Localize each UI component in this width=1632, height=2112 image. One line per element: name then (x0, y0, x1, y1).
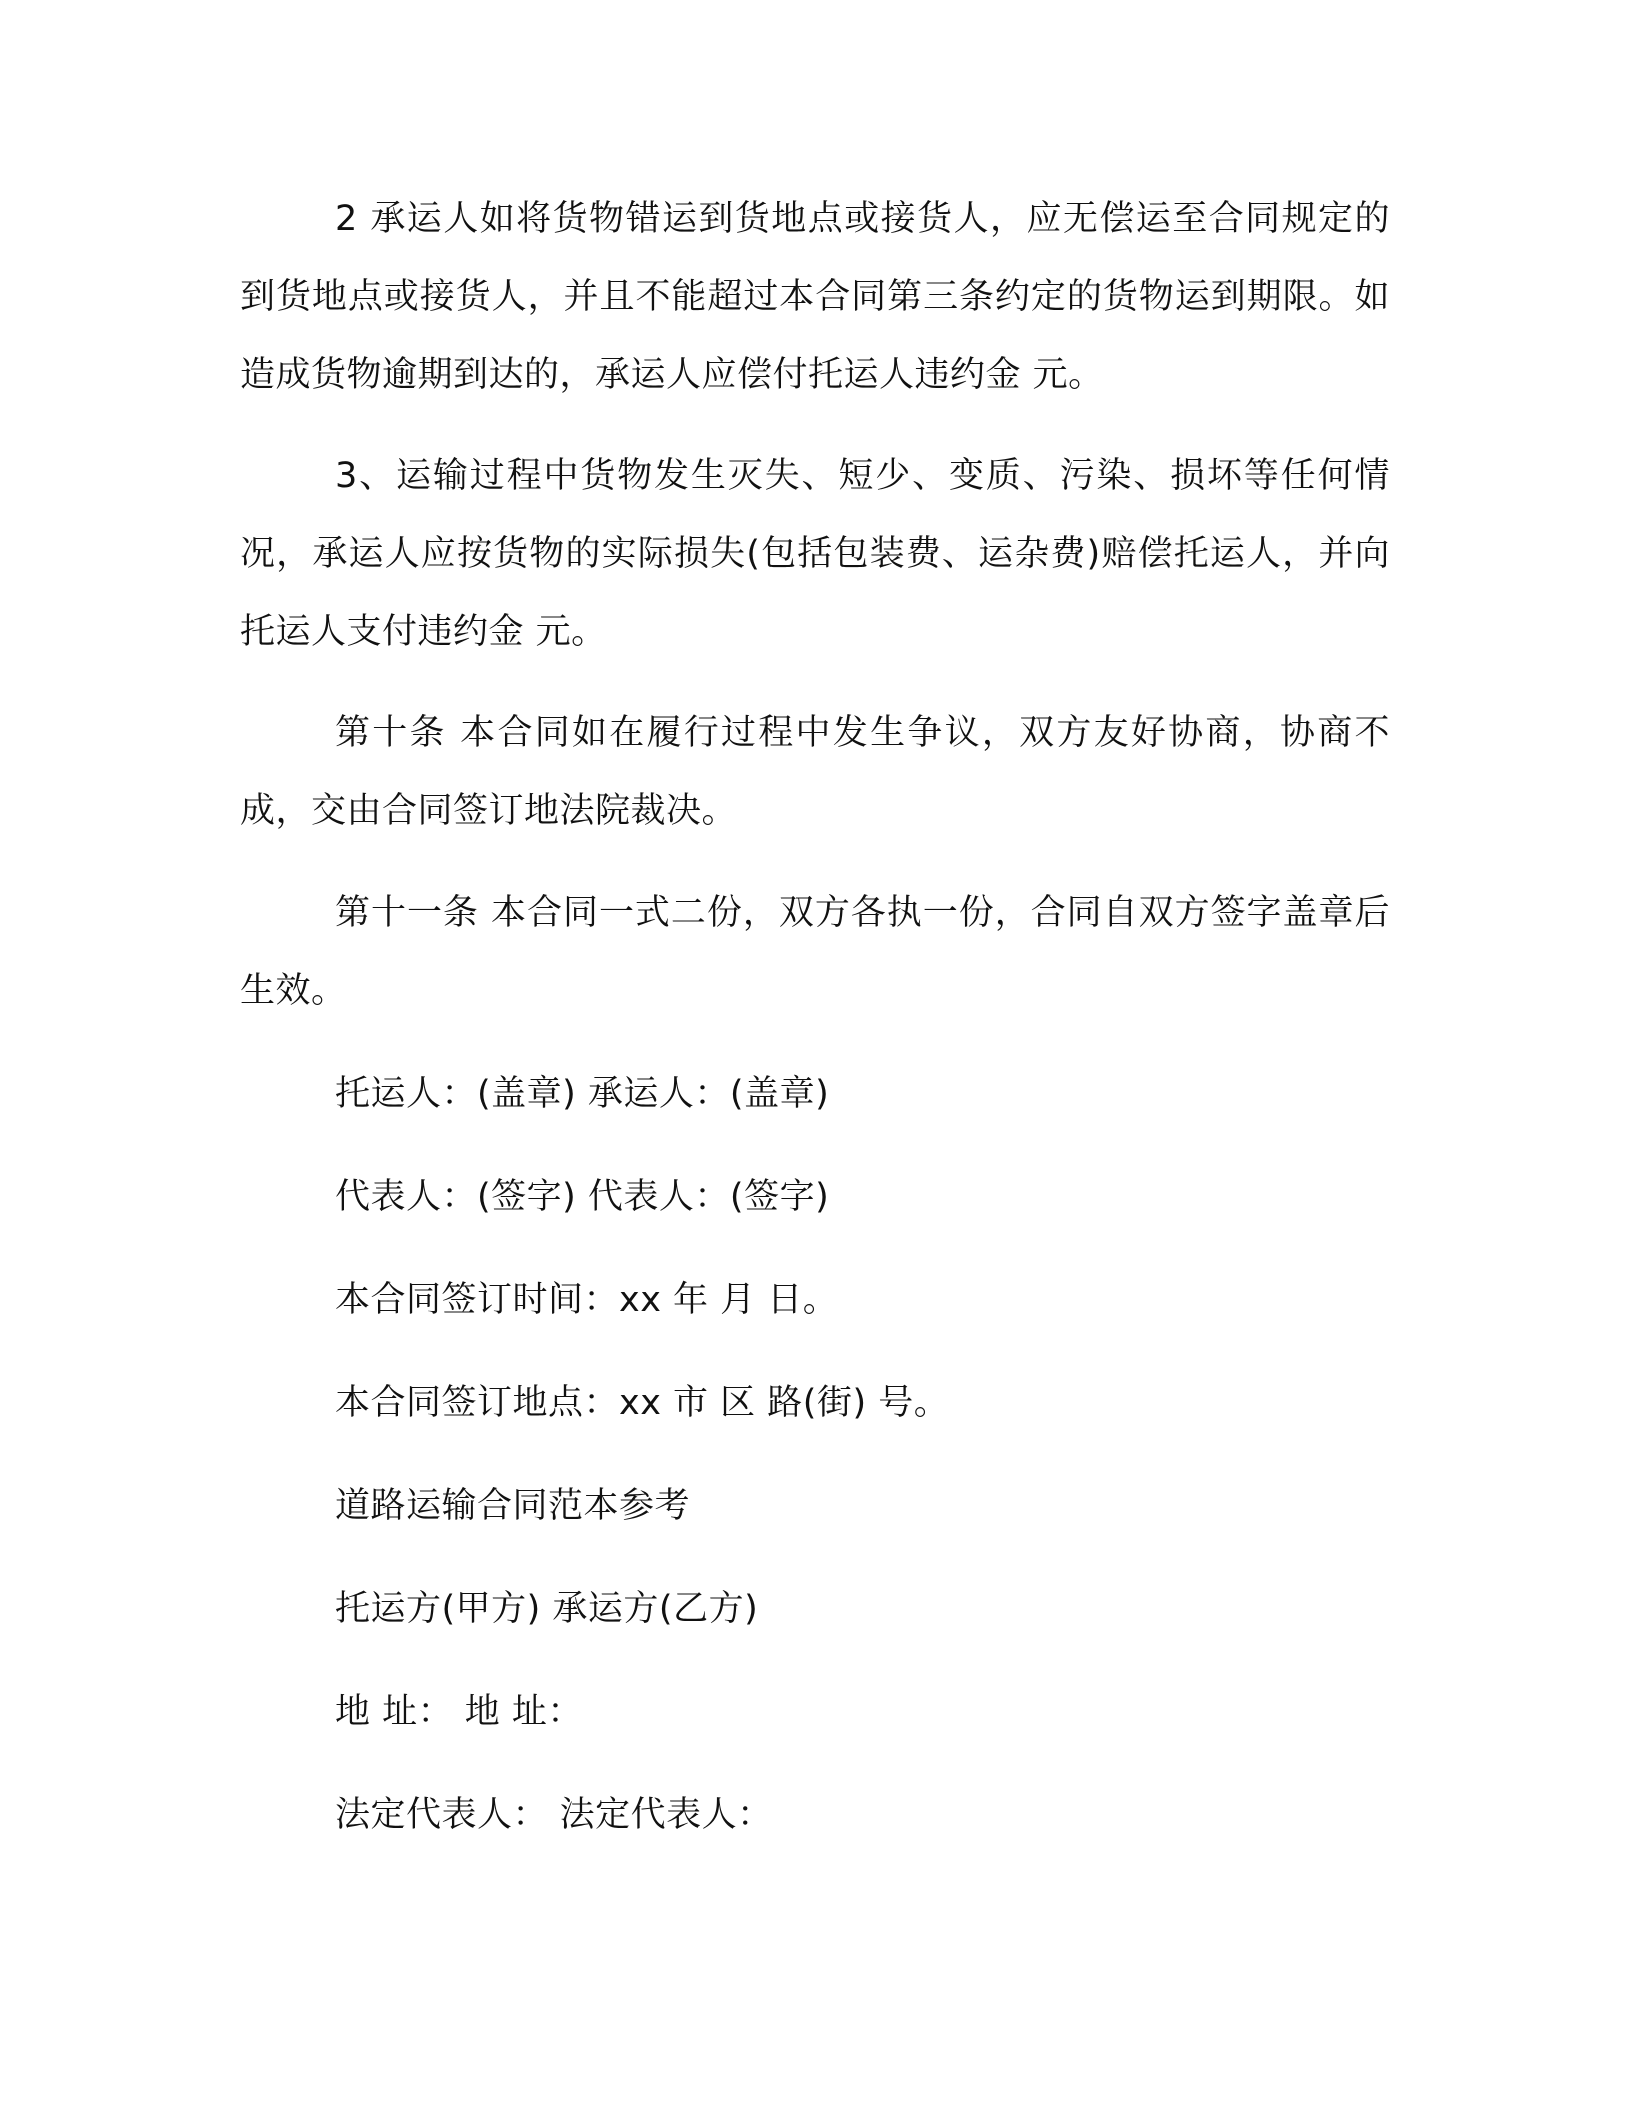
article-eleven-paragraph: 第十一条 本合同一式二份，双方各执一份，合同自双方签字盖章后生效。 (240, 893, 1390, 1011)
signing-date-line: 本合同签订时间：xx 年 月 日。 (335, 1280, 839, 1320)
address-line: 地 址： 地 址： (335, 1692, 583, 1732)
article-ten-paragraph: 第十条 本合同如在履行过程中发生争议，双方友好协商，协商不成，交由合同签订地法院裁决。 (240, 713, 1390, 831)
clause-loss-damage-paragraph: 3、运输过程中货物发生灭失、短少、变质、污染、损坏等任何情况，承运人应按货物的实际损失(包括包装费、运杂费)赔偿托运人，并向托运人支付违约金 元。 (240, 456, 1390, 652)
clause-misdelivery-paragraph: 2 承运人如将货物错运到货地点或接货人，应无偿运至合同规定的到货地点或接货人，并且不能超过本合同第三条约定的货物运到期限。如造成货物逾期到达的，承运人应偿付托运人违约金 元。 (240, 199, 1390, 395)
parties-line: 托运方(甲方) 承运方(乙方) (335, 1589, 759, 1629)
legal-representative-line: 法定代表人： 法定代表人： (335, 1795, 773, 1835)
stamp-line: 托运人：(盖章) 承运人：(盖章) (335, 1074, 830, 1114)
signature-line: 代表人：(签字) 代表人：(签字) (335, 1177, 830, 1217)
signing-place-line: 本合同签订地点：xx 市 区 路(街) 号。 (335, 1383, 950, 1423)
section-title: 道路运输合同范本参考 (335, 1486, 691, 1526)
